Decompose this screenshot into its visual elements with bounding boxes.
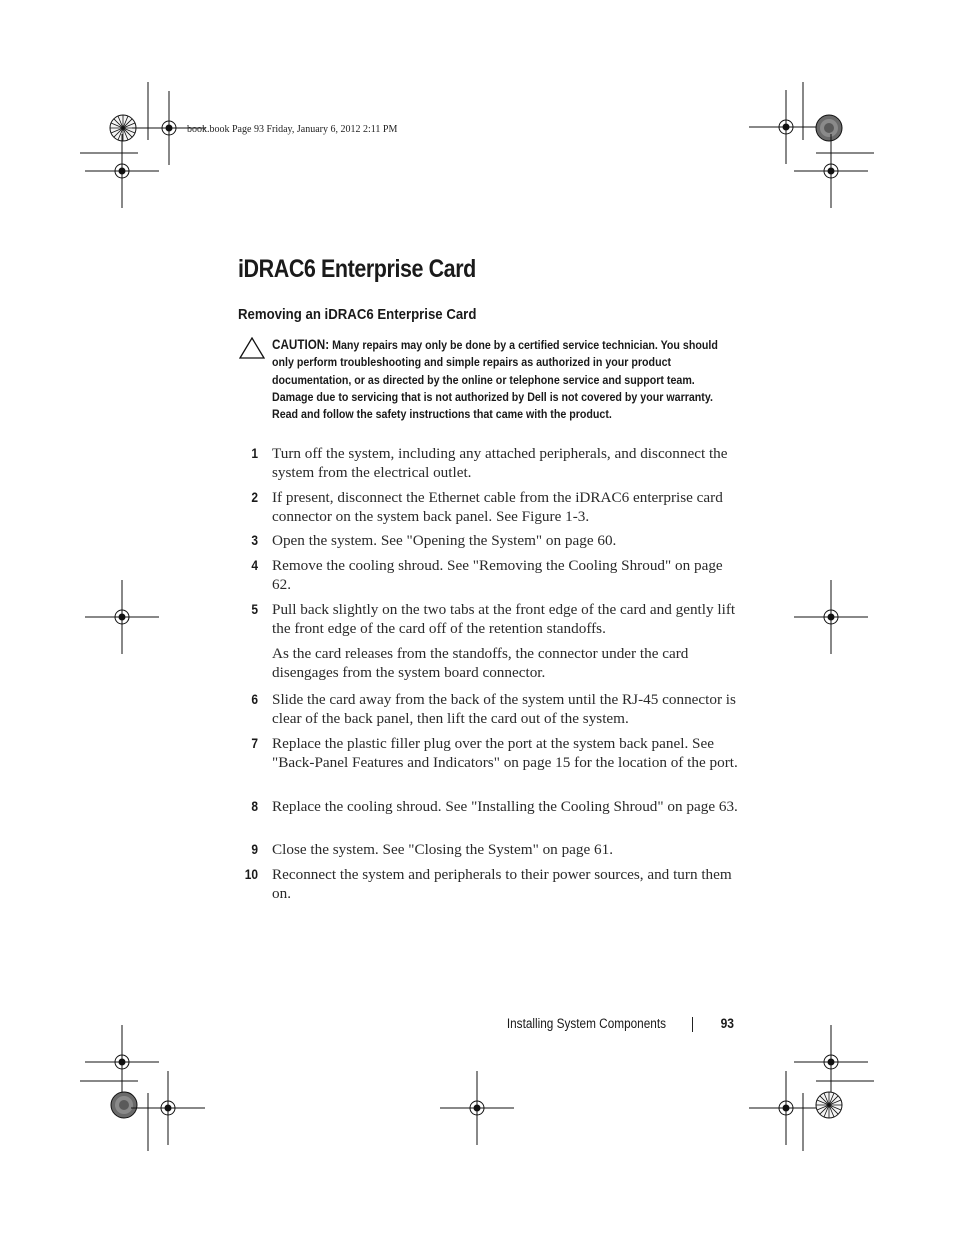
caution-label: CAUTION: (272, 337, 330, 352)
step-number: 2 (251, 490, 258, 505)
caution-text: Many repairs may only be done by a certified service technician. You should only perform troubleshooting and simple repairs as authorized in your product documentation, or as directed by the online or telephone service and support team. Damage due to servicing that is not authorized by Dell is not covered by your warranty. Read and follow the safety instructions that came with the product. (272, 338, 718, 422)
step-number: 7 (251, 736, 258, 751)
step-number: 1 (251, 446, 258, 461)
step-text: Turn off the system, including any attached peripherals, and disconnect the system from the electrical outlet. (272, 445, 728, 482)
step-text: Remove the cooling shroud. See "Removing the Cooling Shroud" on page 62. (272, 557, 723, 594)
page-title: iDRAC6 Enterprise Card (238, 255, 476, 283)
step-number: 8 (251, 799, 258, 814)
step-text: Close the system. See "Closing the System" on page 61. (272, 841, 614, 858)
step-note: As the card releases from the standoffs, the connector under the card disengages from the system board connector. (272, 645, 689, 682)
caution-notice (272, 336, 719, 423)
section-heading: Removing an iDRAC6 Enterprise Card (238, 306, 477, 323)
print-slug: book.book Page 93 Friday, January 6, 2012 2:11 PM (187, 124, 398, 135)
step-text: If present, disconnect the Ethernet cable from the iDRAC6 enterprise card connector on the system back panel. See Figure 1-3. (272, 489, 723, 526)
step-text: Open the system. See "Opening the System" on page 60. (272, 532, 617, 549)
step-number: 10 (244, 867, 258, 882)
step-text: Slide the card away from the back of the system until the RJ-45 connector is clear of the back panel, then lift the card out of the system. (272, 691, 736, 728)
step-text: Replace the cooling shroud. See "Installing the Cooling Shroud" on page 63. (272, 798, 738, 815)
caution-icon (239, 337, 265, 359)
step-number: 4 (251, 558, 258, 573)
step-text: Pull back slightly on the two tabs at the front edge of the card and gently lift the front edge of the card off of the retention standoffs. (272, 601, 736, 638)
step-text: Reconnect the system and peripherals to their power sources, and turn them on. (272, 866, 732, 903)
step-number: 5 (251, 602, 258, 617)
page-number: 93 (720, 1016, 734, 1031)
footer-divider (692, 1017, 693, 1032)
footer-section: Installing System Components (506, 1016, 666, 1031)
step-number: 3 (251, 533, 258, 548)
step-number: 6 (251, 692, 258, 707)
step-text: Replace the plastic filler plug over the port at the system back panel. See "Back-Panel Features and Indicators" on page 15 for the location of the port. (272, 735, 738, 772)
step-number: 9 (251, 842, 258, 857)
